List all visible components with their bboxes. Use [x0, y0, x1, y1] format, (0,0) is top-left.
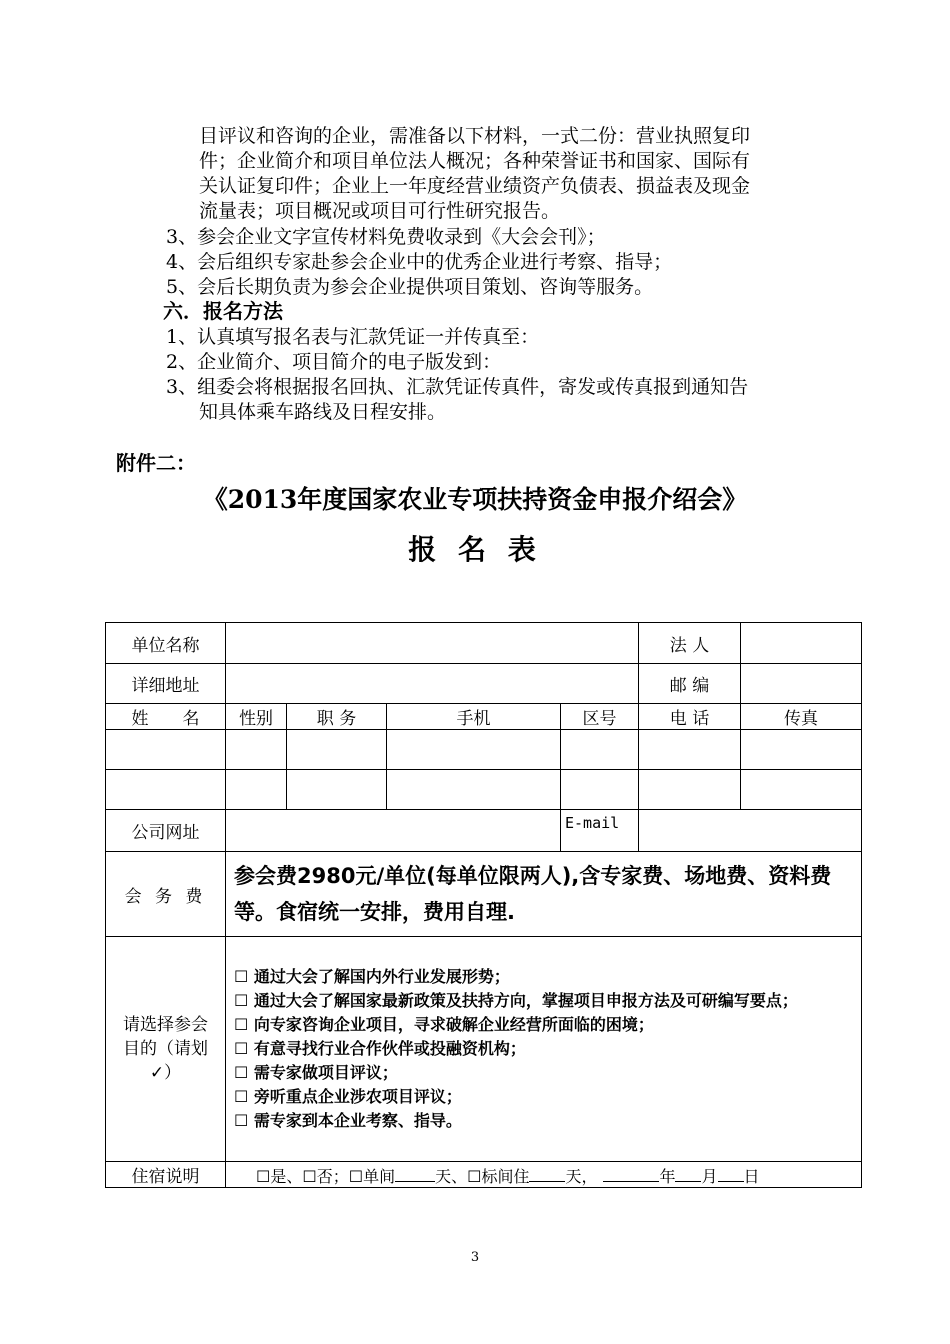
attendee-2-mobile[interactable] — [387, 770, 561, 810]
reg-step-3b: 知具体乘车路线及日程安排。 — [199, 401, 447, 423]
para-line-1: 目评议和咨询的企业，需准备以下材料，一式二份：营业执照复印 — [199, 125, 751, 147]
purpose-options — [226, 937, 862, 1162]
website-field[interactable] — [226, 810, 561, 852]
document-title: 《2013年度国家农业专项扶持资金申报介绍会》 — [202, 485, 748, 514]
attendee-1-gender[interactable] — [226, 730, 287, 770]
registration-form — [105, 622, 862, 1188]
single-days-field[interactable] — [395, 1163, 435, 1182]
attendee-2-fax[interactable] — [741, 770, 862, 810]
day-label: 日 — [743, 1166, 760, 1186]
attendee-1-mobile[interactable] — [387, 730, 561, 770]
header-name: 姓 名 — [106, 704, 226, 730]
address-field[interactable] — [226, 664, 639, 704]
lodging-yes-checkbox[interactable]: ☐是、 — [256, 1166, 303, 1186]
list-item-3: 3、参会企业文字宣传材料免费收录到《大会会刊》； — [166, 226, 606, 248]
purpose-option-5[interactable]: ☐ 需专家做项目评议； — [234, 1063, 398, 1082]
header-phone: 电 话 — [639, 704, 741, 730]
unit-name-label: 单位名称 — [106, 623, 226, 664]
unit-name-field[interactable] — [226, 623, 639, 664]
fee-description: 参会费2980元/单位(每单位限两人),含专家费、场地费、资料费等。食宿统一安排，费用自理. — [226, 852, 862, 937]
page-number: 3 — [470, 1250, 480, 1265]
para-line-2: 件；企业简介和项目单位法人概况；各种荣誉证书和国家、国际有 — [199, 150, 751, 172]
purpose-option-1[interactable]: ☐ 通过大会了解国内外行业发展形势； — [234, 967, 510, 986]
reg-step-2: 2、企业简介、项目简介的电子版发到： — [166, 351, 502, 373]
para-line-3: 关认证复印件；企业上一年度经营业绩资产负债表、损益表及现金 — [199, 175, 751, 197]
section-heading-6: 六．报名方法 — [163, 299, 283, 323]
header-position: 职 务 — [287, 704, 387, 730]
legal-person-field[interactable] — [741, 623, 862, 664]
address-label: 详细地址 — [106, 664, 226, 704]
year-field[interactable] — [603, 1163, 659, 1182]
attachment-label: 附件二： — [116, 451, 196, 475]
days-label-2: 天， — [565, 1166, 598, 1186]
attendee-1-area-code[interactable] — [561, 730, 639, 770]
legal-person-label: 法 人 — [639, 623, 741, 664]
header-area-code: 区号 — [561, 704, 639, 730]
lodging-options — [226, 1162, 862, 1188]
fee-label: 会 务 费 — [106, 852, 226, 937]
header-fax: 传真 — [741, 704, 862, 730]
standard-room-checkbox[interactable]: ☐标间住 — [467, 1166, 530, 1186]
purpose-option-4[interactable]: ☐ 有意寻找行业合作伙伴或投融资机构； — [234, 1039, 526, 1058]
list-item-5: 5、会后长期负责为参会企业提供项目策划、咨询等服务。 — [166, 276, 654, 298]
attendee-2-phone[interactable] — [639, 770, 741, 810]
month-label: 月 — [701, 1166, 718, 1186]
month-field[interactable] — [675, 1163, 701, 1182]
reg-step-1: 1、认真填写报名表与汇款凭证一并传真至： — [166, 326, 540, 348]
purpose-option-7[interactable]: ☐ 需专家到本企业考察、指导。 — [234, 1111, 462, 1130]
standard-days-field[interactable] — [529, 1163, 565, 1182]
attendee-1-position[interactable] — [287, 730, 387, 770]
attendee-2-name[interactable] — [106, 770, 226, 810]
form-title: 报 名 表 — [408, 533, 542, 566]
purpose-option-3[interactable]: ☐ 向专家咨询企业项目，寻求破解企业经营所面临的困境； — [234, 1015, 654, 1034]
attendee-2-position[interactable] — [287, 770, 387, 810]
attendee-1-name[interactable] — [106, 730, 226, 770]
attendee-1-fax[interactable] — [741, 730, 862, 770]
header-mobile: 手机 — [387, 704, 561, 730]
purpose-option-6[interactable]: ☐ 旁听重点企业涉农项目评议； — [234, 1087, 462, 1106]
email-field[interactable] — [639, 810, 862, 852]
purpose-option-2[interactable]: ☐ 通过大会了解国家最新政策及扶持方向，掌握项目申报方法及可研编写要点； — [234, 991, 798, 1010]
single-room-checkbox[interactable]: ☐单间 — [348, 1166, 396, 1186]
year-label: 年 — [659, 1166, 676, 1186]
website-label: 公司网址 — [106, 810, 226, 852]
para-line-4: 流量表；项目概况或项目可行性研究报告。 — [199, 200, 561, 222]
attendee-1-phone[interactable] — [639, 730, 741, 770]
reg-step-3a: 3、组委会将根据报名回执、汇款凭证传真件，寄发或传真报到通知告 — [166, 376, 749, 398]
postcode-label: 邮 编 — [639, 664, 741, 704]
lodging-no-checkbox[interactable]: ☐否； — [302, 1166, 349, 1186]
email-label: E-mail — [561, 810, 639, 852]
header-gender: 性别 — [226, 704, 287, 730]
attendee-2-area-code[interactable] — [561, 770, 639, 810]
postcode-field[interactable] — [741, 664, 862, 704]
lodging-label: 住宿说明 — [106, 1162, 226, 1188]
days-label-1: 天、 — [435, 1166, 468, 1186]
list-item-4: 4、会后组织专家赴参会企业中的优秀企业进行考察、指导； — [166, 251, 673, 273]
attendee-2-gender[interactable] — [226, 770, 287, 810]
day-field[interactable] — [718, 1163, 744, 1182]
purpose-label: 请选择参会目的（请划✓） — [106, 937, 226, 1162]
